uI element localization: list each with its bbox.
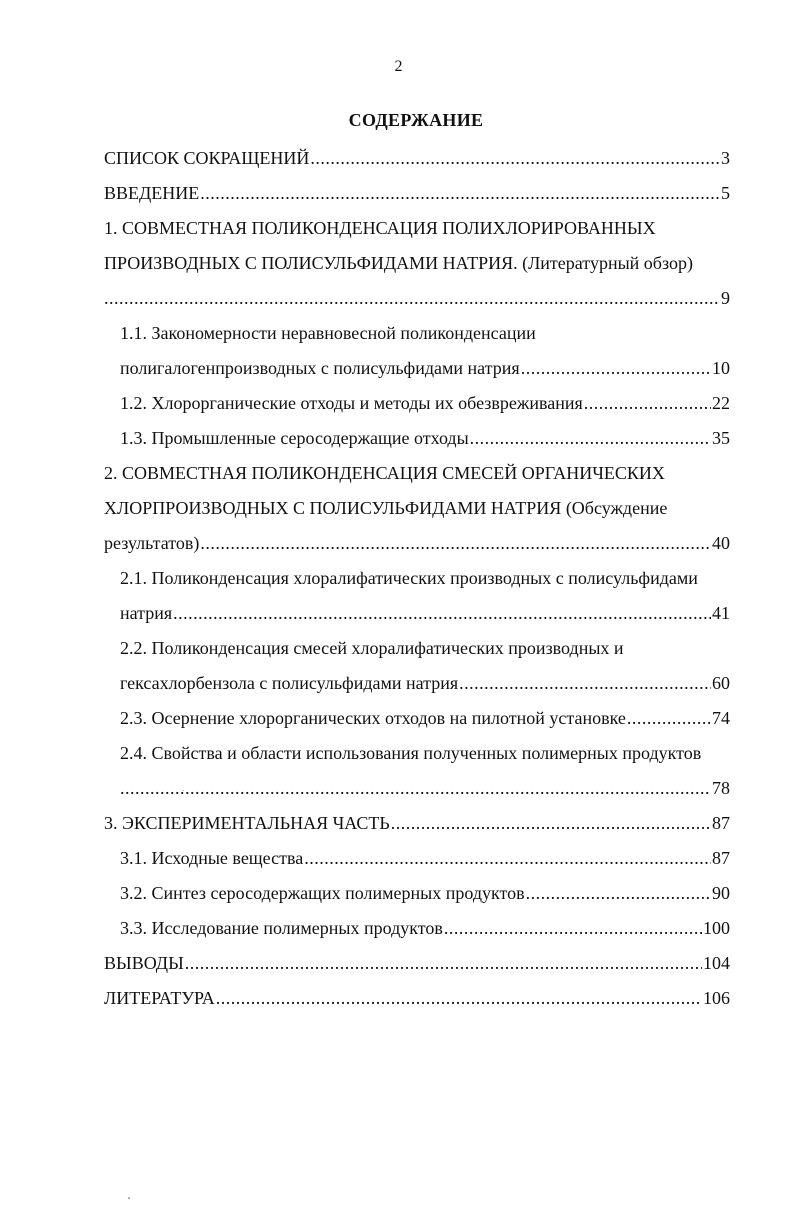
- toc-page-number: 87: [712, 813, 730, 833]
- toc-entry-section-2-2-cont[interactable]: [120, 671, 730, 695]
- toc-entry-section-3-1[interactable]: [120, 846, 730, 870]
- toc-entry-text: 3. ЭКСПЕРИМЕНТАЛЬНАЯ ЧАСТЬ: [104, 813, 390, 833]
- toc-entry-text: 1. СОВМЕСТНАЯ ПОЛИКОНДЕНСАЦИЯ ПОЛИХЛОРИРОВАННЫХ: [104, 218, 656, 238]
- toc-entry-chapter-3[interactable]: [104, 811, 730, 835]
- leader-dots: [526, 881, 711, 905]
- toc-entry-section-2-4-page[interactable]: [120, 776, 730, 800]
- toc-entry-chapter-1-cont[interactable]: [104, 251, 730, 275]
- leader-dots: [584, 391, 711, 415]
- toc-entry-section-1-1-cont[interactable]: [120, 356, 730, 380]
- toc-entry-text: полигалогенпроизводных с полисульфидами натрия: [120, 358, 520, 378]
- toc-entry-section-2-1-cont[interactable]: [120, 601, 730, 625]
- toc-entry-text: СПИСОК СОКРАЩЕНИЙ: [104, 148, 310, 168]
- toc-entry-text: 1.1. Закономерности неравновесной поликонденсации: [120, 323, 536, 343]
- toc-entry-text: 2.4. Свойства и области использования полученных полимерных продуктов: [120, 743, 702, 763]
- toc-entry-section-2-2[interactable]: [120, 636, 730, 660]
- toc-entry-abbreviations[interactable]: [104, 146, 730, 170]
- toc-page-number: 90: [712, 883, 730, 903]
- leader-dots: [173, 601, 711, 625]
- leader-dots: [200, 531, 711, 555]
- toc-entry-chapter-2[interactable]: [104, 461, 730, 485]
- toc-entry-conclusions[interactable]: [104, 951, 730, 975]
- leader-dots: [304, 846, 711, 870]
- toc-entry-section-1-1[interactable]: [120, 321, 730, 345]
- toc-entry-text: натрия: [120, 603, 173, 623]
- toc-page-number: 106: [703, 988, 730, 1008]
- toc-page-number: 74: [712, 708, 730, 728]
- scan-speck: [128, 1197, 130, 1199]
- toc-entry-text: ВВЕДЕНИЕ: [104, 183, 200, 203]
- toc-entry-section-2-1[interactable]: [120, 566, 730, 590]
- toc-page-number: 40: [712, 533, 730, 553]
- toc-entry-section-2-3[interactable]: [120, 706, 730, 730]
- toc-entry-text: ВЫВОДЫ: [104, 953, 184, 973]
- toc-entry-text: ПРОИЗВОДНЫХ С ПОЛИСУЛЬФИДАМИ НАТРИЯ. (Литературный обзор): [104, 253, 693, 273]
- toc-entry-text: ХЛОРПРОИЗВОДНЫХ С ПОЛИСУЛЬФИДАМИ НАТРИЯ (Обсуждение: [104, 498, 668, 518]
- toc-page-number: 100: [703, 918, 730, 938]
- toc-entry-text: 2.2. Поликонденсация смесей хлоралифатических производных и: [120, 638, 624, 658]
- toc-entry-chapter-1[interactable]: [104, 216, 730, 240]
- toc-page-number: 78: [712, 778, 730, 798]
- toc-page-number: 41: [712, 603, 730, 623]
- toc-entry-introduction[interactable]: [104, 181, 730, 205]
- toc-page-number: 3: [721, 148, 730, 168]
- toc-entry-text: 2. СОВМЕСТНАЯ ПОЛИКОНДЕНСАЦИЯ СМЕСЕЙ ОРГАНИЧЕСКИХ: [104, 463, 665, 483]
- toc-entry-text: гексахлорбензола с полисульфидами натрия: [120, 673, 459, 693]
- toc-entry-section-1-3[interactable]: [120, 426, 730, 450]
- toc-entry-references[interactable]: [104, 986, 730, 1010]
- leader-dots: [185, 951, 702, 975]
- toc-entry-text: результатов): [104, 533, 200, 553]
- toc-entry-section-2-4[interactable]: [120, 741, 730, 765]
- toc-entry-chapter-2-cont[interactable]: [104, 496, 730, 520]
- toc-entry-chapter-1-page[interactable]: [104, 286, 730, 310]
- toc-entry-text: 3.1. Исходные вещества: [120, 848, 304, 868]
- toc-page-number: 22: [712, 393, 730, 413]
- toc-entry-text: 3.3. Исследование полимерных продуктов: [120, 918, 443, 938]
- toc-entry-text: 2.1. Поликонденсация хлоралифатических производных с полисульфидами: [120, 568, 698, 588]
- leader-dots: [200, 181, 720, 205]
- leader-dots: [459, 671, 711, 695]
- leader-dots: [391, 811, 711, 835]
- toc-entry-text: ЛИТЕРАТУРА: [104, 988, 215, 1008]
- toc-entry-chapter-2-cont2[interactable]: [104, 531, 730, 555]
- toc-page-number: 35: [712, 428, 730, 448]
- toc-page-number: 104: [703, 953, 730, 973]
- toc-page-number: 9: [721, 288, 730, 308]
- leader-dots: [470, 426, 711, 450]
- leader-dots: [104, 286, 720, 310]
- toc-page-number: 10: [712, 358, 730, 378]
- toc-entry-section-1-2[interactable]: [120, 391, 730, 415]
- leader-dots: [216, 986, 702, 1010]
- page-title: СОДЕРЖАНИЕ: [348, 110, 484, 130]
- toc-entry-text: 1.3. Промышленные серосодержащие отходы: [120, 428, 469, 448]
- toc-page-number: 87: [712, 848, 730, 868]
- leader-dots: [120, 776, 711, 800]
- leader-dots: [521, 356, 711, 380]
- scan-speck: [183, 790, 184, 791]
- leader-dots: [627, 706, 711, 730]
- toc-entry-section-3-2[interactable]: [120, 881, 730, 905]
- toc-entry-section-3-3[interactable]: [120, 916, 730, 940]
- page-number: 2: [394, 58, 403, 75]
- toc-entry-text: 1.2. Хлорорганические отходы и методы их обезвреживания: [120, 393, 583, 413]
- toc-page-number: 60: [712, 673, 730, 693]
- toc-page-number: 5: [721, 183, 730, 203]
- toc-entry-text: 3.2. Синтез серосодержащих полимерных продуктов: [120, 883, 525, 903]
- leader-dots: [310, 146, 720, 170]
- leader-dots: [444, 916, 702, 940]
- toc-entry-text: 2.3. Осернение хлорорганических отходов на пилотной установке: [120, 708, 626, 728]
